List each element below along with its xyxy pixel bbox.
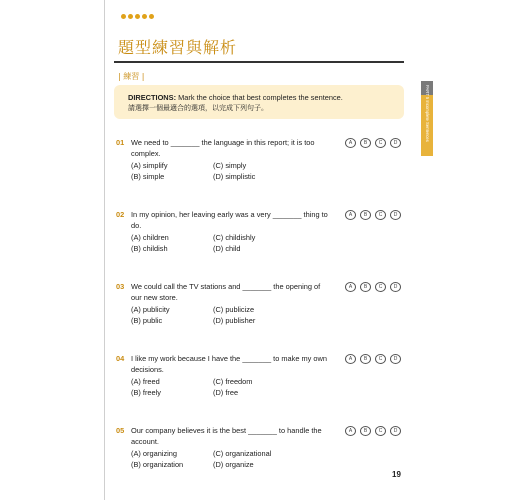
question-stem: We need to _______ the language in this report; it is too complex. bbox=[131, 138, 315, 159]
question-number: 01 bbox=[116, 138, 125, 147]
answer-bubbles bbox=[345, 426, 401, 436]
question-number: 03 bbox=[116, 282, 125, 291]
directions-box bbox=[114, 85, 404, 119]
title-rule bbox=[114, 61, 404, 63]
answer-bubble-b[interactable]: B bbox=[360, 210, 371, 220]
answer-bubble-d[interactable]: D bbox=[390, 138, 401, 148]
answer-option: (C) freedom bbox=[213, 377, 253, 386]
answer-option: (B) freely bbox=[131, 388, 161, 397]
answer-option: (A) simplify bbox=[131, 161, 168, 170]
answer-option: (A) children bbox=[131, 233, 169, 242]
question-stem: We could call the TV stations and _______ the opening of our new store. bbox=[131, 282, 321, 303]
question-stem: Our company believes it is the best _______ to handle the account. bbox=[131, 426, 322, 447]
answer-option: (C) organizational bbox=[213, 449, 272, 458]
answer-bubble-b[interactable]: B bbox=[360, 282, 371, 292]
answer-bubble-a[interactable]: A bbox=[345, 282, 356, 292]
answer-option: (C) publicize bbox=[213, 305, 255, 314]
answer-option: (A) organizing bbox=[131, 449, 178, 458]
answer-bubble-c[interactable]: C bbox=[375, 354, 386, 364]
answer-bubble-c[interactable]: C bbox=[375, 426, 386, 436]
answer-bubble-a[interactable]: A bbox=[345, 210, 356, 220]
side-tab-title: Incomplete Sentences bbox=[425, 100, 430, 142]
answer-bubble-a[interactable]: A bbox=[345, 426, 356, 436]
answer-option: (A) freed bbox=[131, 377, 160, 386]
answer-option: (B) simple bbox=[131, 172, 165, 181]
answer-option: (D) organize bbox=[213, 460, 254, 469]
question-stem: I like my work because I have the _______ to make my own decisions. bbox=[131, 354, 327, 375]
answer-bubble-b[interactable]: B bbox=[360, 354, 371, 364]
directions-chinese: 請選擇一個最適合的選項，以完成下列句子。 bbox=[128, 104, 268, 112]
answer-bubbles bbox=[345, 138, 401, 148]
answer-bubble-d[interactable]: D bbox=[390, 210, 401, 220]
answer-bubble-d[interactable]: D bbox=[390, 426, 401, 436]
answer-option: (D) free bbox=[213, 388, 239, 397]
answer-option: (B) public bbox=[131, 316, 163, 325]
answer-bubble-c[interactable]: C bbox=[375, 282, 386, 292]
decorative-dots bbox=[121, 14, 154, 19]
answer-option: (B) childish bbox=[131, 244, 168, 253]
answer-option: (D) simplistic bbox=[213, 172, 256, 181]
answer-bubble-c[interactable]: C bbox=[375, 138, 386, 148]
book-spine-line bbox=[104, 0, 105, 500]
answer-bubble-b[interactable]: B bbox=[360, 426, 371, 436]
section-label: | 練習 | bbox=[118, 72, 145, 81]
page-number: 19 bbox=[392, 470, 401, 479]
answer-option: (B) organization bbox=[131, 460, 184, 469]
answer-bubbles bbox=[345, 210, 401, 220]
answer-bubbles bbox=[345, 282, 401, 292]
answer-option: (C) simply bbox=[213, 161, 247, 170]
question-stem: In my opinion, her leaving early was a very _______ thing to do. bbox=[131, 210, 328, 231]
answer-bubbles bbox=[345, 354, 401, 364]
side-tab bbox=[421, 81, 433, 156]
directions-label: DIRECTIONS: bbox=[128, 93, 177, 102]
answer-option: (A) publicity bbox=[131, 305, 170, 314]
question-number: 05 bbox=[116, 426, 125, 435]
answer-bubble-b[interactable]: B bbox=[360, 138, 371, 148]
answer-bubble-a[interactable]: A bbox=[345, 138, 356, 148]
page-title: 題型練習與解析 bbox=[118, 38, 238, 57]
directions-text: Mark the choice that best completes the sentence. bbox=[176, 93, 343, 102]
side-tab-part: PART 5 bbox=[425, 85, 430, 100]
answer-option: (D) publisher bbox=[213, 316, 256, 325]
answer-bubble-d[interactable]: D bbox=[390, 354, 401, 364]
question-number: 02 bbox=[116, 210, 125, 219]
answer-bubble-d[interactable]: D bbox=[390, 282, 401, 292]
answer-option: (C) childishly bbox=[213, 233, 256, 242]
question-number: 04 bbox=[116, 354, 125, 363]
answer-bubble-c[interactable]: C bbox=[375, 210, 386, 220]
answer-option: (D) child bbox=[213, 244, 241, 253]
side-tab-label bbox=[422, 85, 432, 155]
answer-bubble-a[interactable]: A bbox=[345, 354, 356, 364]
